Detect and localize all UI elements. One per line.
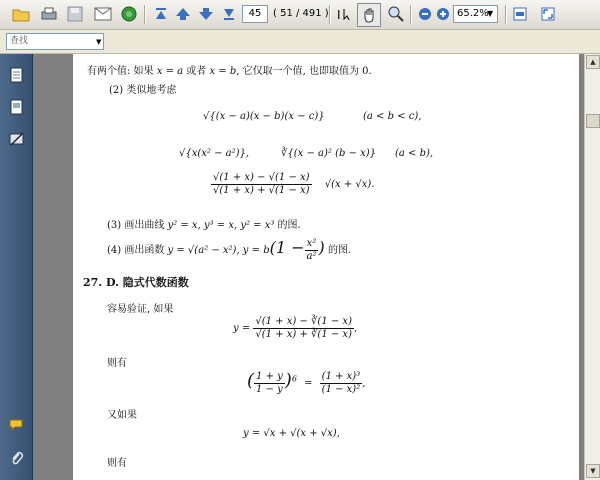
- print-icon[interactable]: [38, 3, 60, 25]
- svg-text:I: I: [337, 8, 341, 22]
- last-page-icon[interactable]: [218, 3, 240, 25]
- page-number-input[interactable]: 45: [242, 5, 268, 23]
- document-viewport[interactable]: [33, 54, 584, 480]
- equation-3b: √(x + √x).: [324, 179, 375, 190]
- equation-3-numerator: √(1 + x) − √(1 − x): [213, 172, 310, 183]
- open-folder-icon[interactable]: [10, 3, 32, 25]
- zoom-tool-icon[interactable]: [385, 3, 407, 25]
- item-3-text: (3) 画出曲线 y² = x, y³ = x, y² = x³ 的图.: [107, 220, 301, 231]
- chevron-down-icon[interactable]: ▼: [487, 9, 494, 18]
- text-line: 则有: [107, 458, 127, 469]
- pdf-page: [73, 54, 579, 480]
- equation-4: y = $\frac{√(1 + x) - ∛(1 - x)}{√(1 + x) + ∛(1 - x)}$ ,: [233, 316, 358, 340]
- zoom-in-icon[interactable]: [432, 3, 454, 25]
- first-page-icon[interactable]: [150, 3, 172, 25]
- item-4-text: (4) 画出函数 y = √(a² − x²), y = b(1 − $\frac{\text{x²}}{\text{a²}}$ ) 的图.: [107, 238, 352, 262]
- equation-2b: ∛{(x − a)² (b − x)}: [281, 148, 377, 159]
- web-icon[interactable]: [118, 3, 140, 25]
- equation-2a: √{x(x² − a²)},: [179, 148, 250, 159]
- save-icon[interactable]: [64, 3, 86, 25]
- main-toolbar: [0, 0, 600, 30]
- text-line: 又如果: [107, 410, 137, 421]
- search-input[interactable]: 查找: [6, 33, 104, 50]
- comments-icon[interactable]: [8, 416, 26, 434]
- fullscreen-icon[interactable]: [537, 3, 559, 25]
- next-page-icon[interactable]: [195, 3, 217, 25]
- pages-icon[interactable]: [8, 66, 26, 84]
- equation-1: √{(x − a)(x − b)(x − c)}: [203, 111, 325, 122]
- equation-3-denominator: √(1 + x) + √(1 − x): [213, 185, 310, 196]
- equation-1-condition: (a < b < c),: [363, 111, 422, 122]
- page-count-label: ( 51 / 491 ): [273, 8, 329, 19]
- text-line: 有两个值: 如果 x = a 或者 x = b, 它仅取一个值, 也即取值为 0.: [87, 66, 372, 77]
- scrollbar-thumb[interactable]: [586, 114, 600, 128]
- hand-tool-icon[interactable]: [357, 3, 381, 27]
- zoom-level-select[interactable]: 65.2%: [453, 5, 498, 23]
- select-text-icon[interactable]: [333, 3, 355, 25]
- item-2-label: (2) 类似地考虑: [109, 85, 177, 96]
- search-dropdown-icon[interactable]: ▼: [96, 38, 102, 46]
- attachments-icon[interactable]: [8, 450, 26, 468]
- find-bar: [0, 30, 600, 54]
- text-line: 则有: [107, 358, 127, 369]
- section-heading: 27. D. 隐式代数函数: [83, 276, 189, 289]
- text-line: 容易验证, 如果: [107, 304, 174, 315]
- left-sidebar: [0, 54, 33, 480]
- fit-page-icon[interactable]: [509, 3, 531, 25]
- scroll-down-icon[interactable]: ▼: [586, 464, 600, 478]
- equation-3: [211, 172, 375, 197]
- document-icon[interactable]: [8, 98, 26, 116]
- tools-icon[interactable]: [8, 130, 26, 148]
- equation-5: ( $\frac{1 + y}{1 - y}$ )$^6$ = $\frac{\text{(1 + x)³}}{\text{(1 − x)²}}$ ,: [247, 370, 366, 395]
- prev-page-icon[interactable]: [172, 3, 194, 25]
- equation-6: y = √x + √(x + √x),: [243, 428, 340, 439]
- email-icon[interactable]: [92, 3, 114, 25]
- equation-2-condition: (a < b),: [395, 148, 434, 159]
- vertical-scrollbar[interactable]: [584, 54, 600, 480]
- scroll-up-icon[interactable]: ▲: [586, 55, 600, 69]
